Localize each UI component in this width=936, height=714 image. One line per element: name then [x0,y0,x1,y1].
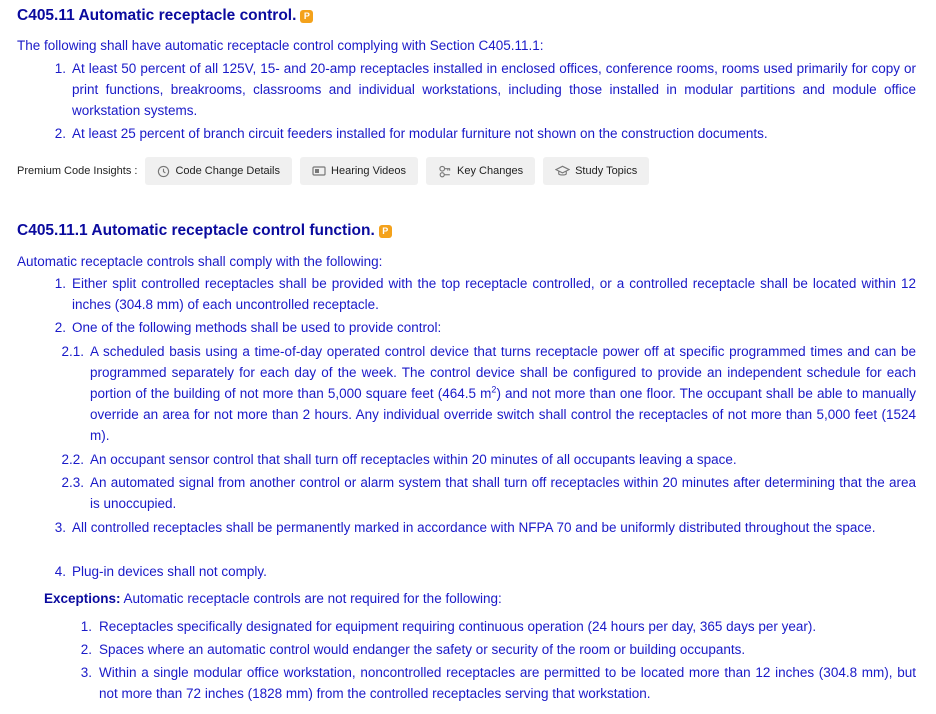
code-change-details-button[interactable] [145,157,292,185]
exception-item: Receptacles specifically designated for equipment requiring continuous operation (24 hours per day, 365 days per year). [99,619,817,634]
graduation-cap-icon [555,165,570,177]
sublist-item [90,341,916,446]
list-item: All controlled receptacles shall be permanently marked in accordance with NFPA 70 and be uniformly distributed throughout the space. [72,520,876,535]
exceptions-label: Exceptions: [44,591,121,606]
exception-item: Spaces where an automatic control would endanger the safety or security of the room or building occupants. [99,642,746,657]
insights-label: Premium Code Insights : [17,165,138,177]
list-item-number: 1. [54,276,66,291]
sublist-text-part: A scheduled basis using a time-of-day operated control device that turns receptacle power off at specific programmed times and can be programmed separately for each day of the week. The control device shall be configured to provide an independent schedule for each portion of the building of not more than 5,000 square feet (464.5 m [90,344,916,401]
sublist-item-number: 2.3. [61,475,84,490]
exceptions-heading [44,588,916,609]
section-title-text: C405.11.1 Automatic receptacle control function. [17,222,375,239]
exceptions-intro: Automatic receptacle controls are not required for the following: [120,591,502,606]
exception-item: Within a single modular office workstation, noncontrolled receptacles are permitted to be located more than 12 inches (304.8 mm), but not more than 72 inches (1828 mm) from the controlled receptacles serving that workstation. [99,665,916,701]
section-title-c405-11-1 [17,221,392,241]
list-item-number: 1. [54,61,66,76]
button-label: Hearing Videos [331,165,407,177]
key-changes-button[interactable] [426,157,535,185]
history-icon [157,165,170,178]
section-title-c405-11 [17,6,313,26]
exception-item-number: 3. [80,665,92,680]
button-label: Study Topics [575,165,638,177]
list-item: At least 25 percent of branch circuit feeders installed for modular furniture not shown on the construction documents. [72,126,768,141]
section-title-text: C405.11 Automatic receptacle control. [17,7,297,24]
sublist-item-number: 2.2. [61,452,84,467]
section-intro: The following shall have automatic receptacle control complying with Section C405.11.1: [17,38,544,53]
sublist-item-number: 2.1. [61,344,84,359]
sublist-item: An automated signal from another control or alarm system that shall turn off receptacles within 20 minutes after determining that the area is unoccupied. [90,475,916,511]
list-item-number: 2. [54,126,66,141]
list-item: At least 50 percent of all 125V, 15- and 20-amp receptacles installed in enclosed offices, conference rooms, rooms used primarily for copy or print functions, breakrooms, classrooms and individual workstations, including those installed in modular partitions and module office workstation systems. [72,61,916,118]
premium-badge[interactable]: P [300,10,313,23]
list-item: One of the following methods shall be used to provide control: [72,320,442,335]
section-intro: Automatic receptacle controls shall comply with the following: [17,254,383,269]
superscript: 2 [491,384,497,395]
sublist-text-part: ) and not more than one floor. The occupant shall be able to manually override an area for not more than 2 hours. Any individual override switch shall control the receptacles of not more than 5,000 feet (1524 m). [90,386,916,443]
sublist-item: An occupant sensor control that shall turn off receptacles within 20 minutes of all occupants leaving a space. [90,452,737,467]
list-item-number: 3. [54,520,66,535]
exception-item-number: 2. [80,642,92,657]
list-item-number: 2. [54,320,66,335]
key-icon [438,165,452,178]
study-topics-button[interactable] [543,157,649,185]
list-item: Plug-in devices shall not comply. [72,564,267,579]
video-icon [312,165,326,177]
list-item: Either split controlled receptacles shall be provided with the top receptacle controlled, or a controlled receptacle shall be located within 12 inches (304.8 mm) of each uncontrolled receptacle. [72,276,916,312]
button-label: Key Changes [457,165,524,177]
list-item-number: 4. [54,564,66,579]
exception-item-number: 1. [80,619,92,634]
premium-badge[interactable]: P [379,225,392,238]
button-label: Code Change Details [175,165,281,177]
premium-insights-bar [17,158,657,184]
hearing-videos-button[interactable] [300,157,418,185]
